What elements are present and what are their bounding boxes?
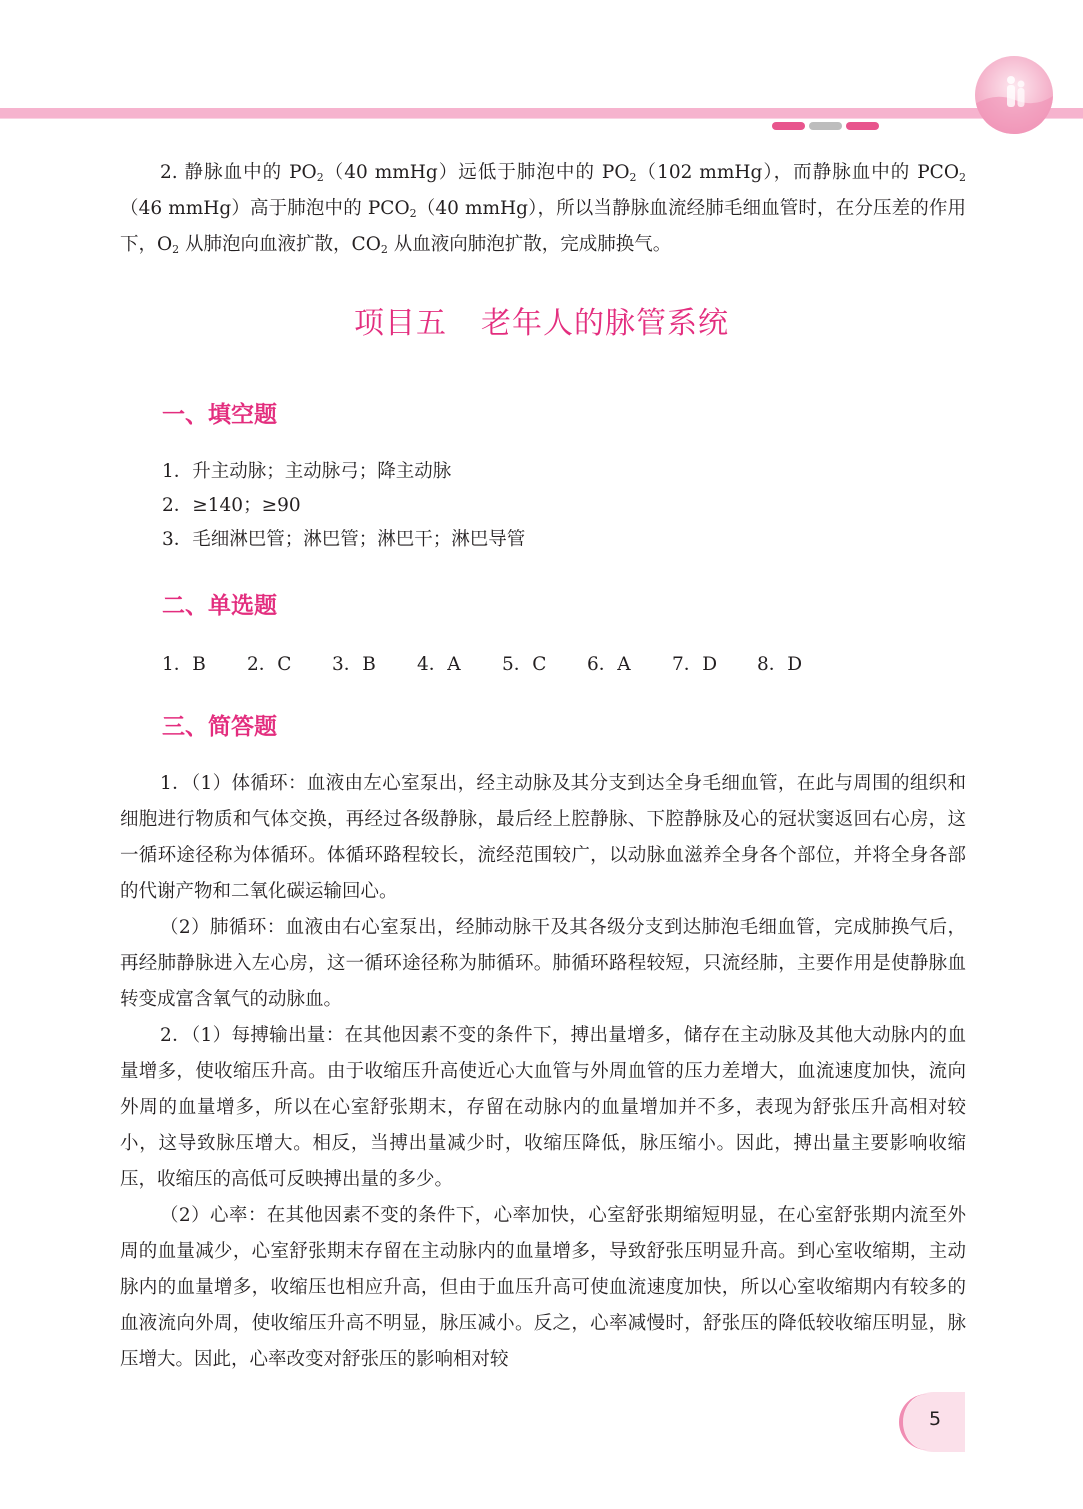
header-bar bbox=[0, 108, 1083, 118]
list-item: 2．≥140；≥90 bbox=[162, 495, 301, 516]
header-line bbox=[0, 118, 1083, 119]
answer-paragraph: 1．（1）体循环：血液由左心室泵出，经主动脉及其分支到达全身毛细血管，在此与周围的组织和细胞进行物质和气体交换，再经过各级静脉，最后经上腔静脉、下腔静脉及心的冠状窦返回右心房，这一循环途径称为体循环。体循环路程较长，流经范围较广，以动脉血滋养全身各个部位，并将全身各部的代谢产物和二氧化碳运输回心。 bbox=[120, 773, 966, 902]
pill-pink bbox=[772, 122, 805, 130]
page-number: 5 bbox=[928, 1408, 942, 1430]
answer-item: 1．B bbox=[162, 654, 206, 675]
answer-paragraph: （2）心率：在其他因素不变的条件下，心率加快，心室舒张期缩短明显，在心室舒张期内流至外周的血量减少，心室舒张期末存留在主动脉内的血量增多，导致舒张压明显升高。到心室收缩期，主动脉内的血量增多，收缩压也相应升高，但由于血压升高可使血流速度加快，所以心室收缩期内有较多的血液流向外周，使收缩压升高不明显，脉压减小。反之，心率减慢时，舒张压的降低较收缩压明显，脉压增大。因此，心率改变对舒张压的影响相对较 bbox=[120, 1205, 966, 1370]
section-title-single-choice: 二、单选题 bbox=[162, 593, 277, 619]
header-emblem bbox=[973, 50, 1083, 132]
answer-item: 7．D bbox=[672, 654, 718, 675]
pill-pink bbox=[846, 122, 879, 130]
single-choice-answers bbox=[162, 650, 842, 676]
intro-paragraph-block bbox=[120, 155, 966, 263]
answer-item: 8．D bbox=[757, 654, 803, 675]
pill-gray bbox=[809, 122, 842, 130]
list-item: 1．升主动脉；主动脉弓；降主动脉 bbox=[162, 461, 452, 482]
project-title: 项目五 老年人的脉管系统 bbox=[354, 306, 729, 341]
answer-item: 2．C bbox=[247, 654, 292, 675]
intro-paragraph: 2. 静脉血中的 $PO_2(40$ mmHg）远低于肺泡中的 $PO_2(102$ mmHg），而静脉血中的 $PCO_2(46$ mmHg）高于肺泡中的 $PCO_2(40$ mmHg），所以当静脉血流经肺毛细血管时，在分压差的作用下，$O_2$ 从肺泡向血液扩散，$CO_2$ 从血液向肺泡扩散，完成肺换气。 bbox=[120, 162, 967, 256]
section-title-short-answer: 三、简答题 bbox=[162, 714, 277, 740]
answer-paragraph: 2．（1）每搏输出量：在其他因素不变的条件下，搏出量增多，储存在主动脉及其他大动脉内的血量增多，使收缩压升高。由于收缩压升高使近心大血管与外周血管的压力差增大，血流速度加快，流向外周的血量增多，所以在心室舒张期末，存留在动脉内的血量增加并不多，表现为舒张压升高相对较小，这导致脉压增大。相反，当搏出量减少时，收缩压降低，脉压缩小。因此，搏出量主要影响收缩压，收缩压的高低可反映搏出量的多少。 bbox=[120, 1025, 966, 1190]
elderly-couple-illustration bbox=[975, 56, 1053, 134]
fill-blank-list bbox=[162, 455, 525, 557]
answer-item: 4．A bbox=[417, 654, 461, 675]
short-answer-block bbox=[120, 766, 966, 1378]
answer-paragraph: （2）肺循环：血液由右心室泵出，经肺动脉干及其各级分支到达肺泡毛细血管，完成肺换气后，再经肺静脉进入左心房，这一循环途径称为肺循环。肺循环路程较短，只流经肺，主要作用是使静脉血转变成富含氧气的动脉血。 bbox=[120, 917, 966, 1010]
page-number-badge bbox=[895, 1392, 965, 1452]
answer-item: 3．B bbox=[332, 654, 376, 675]
answer-item: 5．C bbox=[502, 654, 547, 675]
section-title-fill-blank: 一、填空题 bbox=[162, 402, 277, 428]
answer-item: 6．A bbox=[587, 654, 631, 675]
list-item: 3．毛细淋巴管；淋巴管；淋巴干；淋巴导管 bbox=[162, 529, 526, 550]
